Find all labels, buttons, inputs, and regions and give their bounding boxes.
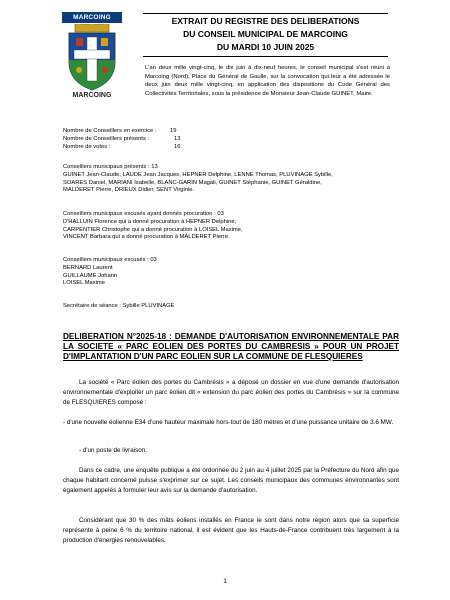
excused-proxy-line: CARPENTIER Christophe qui a donné procuration à LOISEL Maxime,: [63, 226, 243, 233]
secretary-line: Secrétaire de séance : Sybille PLUVINAGE: [63, 303, 175, 309]
logo-town-name: MARCOING: [72, 92, 112, 99]
excused-proxy-line: D'HALLUIN Florence qui a donné procuration à HEPNER Delphine,: [63, 218, 237, 225]
deliberation-title: DELIBERATION N°2025-18 : DEMANDE D'AUTORISATION ENVIRONNEMENTALE PAR LA SOCIETE « PARC EOLIEN DES PORTES DU CAMBRESIS » POUR UN PROJET D'IMPLANTATION D'UN PARC EOLIEN SUR LA COMMUNE DE FLESQUIERES: [63, 332, 399, 361]
excused-proxy-line: VINCENT Barbara qui a donné procuration à MALDERET Pierre.: [63, 234, 230, 241]
excused-line: GUILLAUME Johann: [63, 272, 118, 279]
present-title: Conseillers municipaux présents : 13: [63, 164, 158, 170]
coat-of-arms-icon: [65, 24, 119, 92]
count-row: Nombre de Conseillers présents : 13: [63, 135, 181, 142]
logo-banner: MARCOING: [62, 12, 122, 23]
present-line: GUINET Jean-Claude, LAUDE Jean Jacques, HEPNER Delphine, LENNE Thomas, PLUVINAGE Sybille,: [63, 171, 333, 178]
present-line: MALDERET Pierre, DRIEUX Didier, SENT Virginie.: [63, 187, 195, 194]
body-paragraph-1: La société « Parc éolien des portes du Cambrésis » a déposé un dossier en vue d'une demande d'autorisation environnementale d'exploiter un parc éolien dit « extension du parc éolien des portes du Cambrésis » sur la commune de FLESQUIERES composé :: [63, 379, 399, 406]
council-counts: [63, 128, 393, 151]
excused-line: LOISEL Maxime: [63, 280, 105, 287]
intro-paragraph: L'an deux mille vingt-cinq, le dix juin à dix-neuf heures, le conseil municipal s'est réuni à Marcoing (Nord), Place du Général de Gaulle, sur la convocation qui leur a été adressée le deux juin deux mille vingt-cinq, en application des dispositions du Code Général des Collectivités Territoriales, sous la présidence de Monsieur Jean-Claude GUINET, Maire.: [145, 65, 390, 97]
town-logo: [62, 12, 122, 104]
excused-title: Conseillers municipaux excusés : 03: [63, 257, 157, 263]
body-paragraph-2: - d'une nouvelle éolienne E34 d'une hauteur maximale hors-tout de 180 mètres et d'une puissance unitaire de 3.6 MW.: [63, 419, 394, 426]
header-line-2: DU CONSEIL MUNICIPAL DE MARCOING: [183, 29, 348, 39]
body-paragraph-5: Considérant que 30 % des mâts éoliens installés en France le sont dans notre région alors que sa superficie représente à peine 6 % du territoire national, il est évident que les Hauts-de-France contribuent très largement à la production d'énergies renouvelables.: [63, 517, 399, 544]
excused-line: BERNARD Laurent: [63, 264, 113, 271]
excused-proxy-members: [63, 211, 393, 242]
header-line-1: EXTRAIT DU REGISTRE DES DELIBERATIONS: [171, 16, 360, 26]
count-row: Nombre de Conseillers en exercice : 19: [63, 128, 177, 134]
present-members: [63, 164, 393, 195]
excused-members: [63, 257, 393, 288]
body-paragraph-3: - d'un poste de livraison.: [79, 447, 148, 454]
page-number: 1: [223, 578, 227, 585]
header-line-3: DU MARDI 10 JUIN 2025: [216, 42, 315, 52]
present-line: SOARES Daniel, MARIANI Isabelle, BLANC-GARIN Magali, GUINET Stéphanie, GUINET Géraldine,: [63, 179, 322, 186]
document-header: [143, 13, 388, 57]
count-row: Nombre de votes : 16: [63, 143, 181, 150]
body-paragraph-4: Dans ce cadre, une enquête publique a été ordonnée du 2 juin au 4 juillet 2025 par la Préfecture du Nord afin que chaque habitant concerné puisse s'exprimer sur ce sujet. Les conseils municipaux des communes environnantes sont également appelés à formuler leur avis sur la demande d'autorisation.: [63, 467, 399, 494]
excused-proxy-title: Conseillers municipaux excusés ayant donnés procuration : 03: [63, 211, 224, 217]
